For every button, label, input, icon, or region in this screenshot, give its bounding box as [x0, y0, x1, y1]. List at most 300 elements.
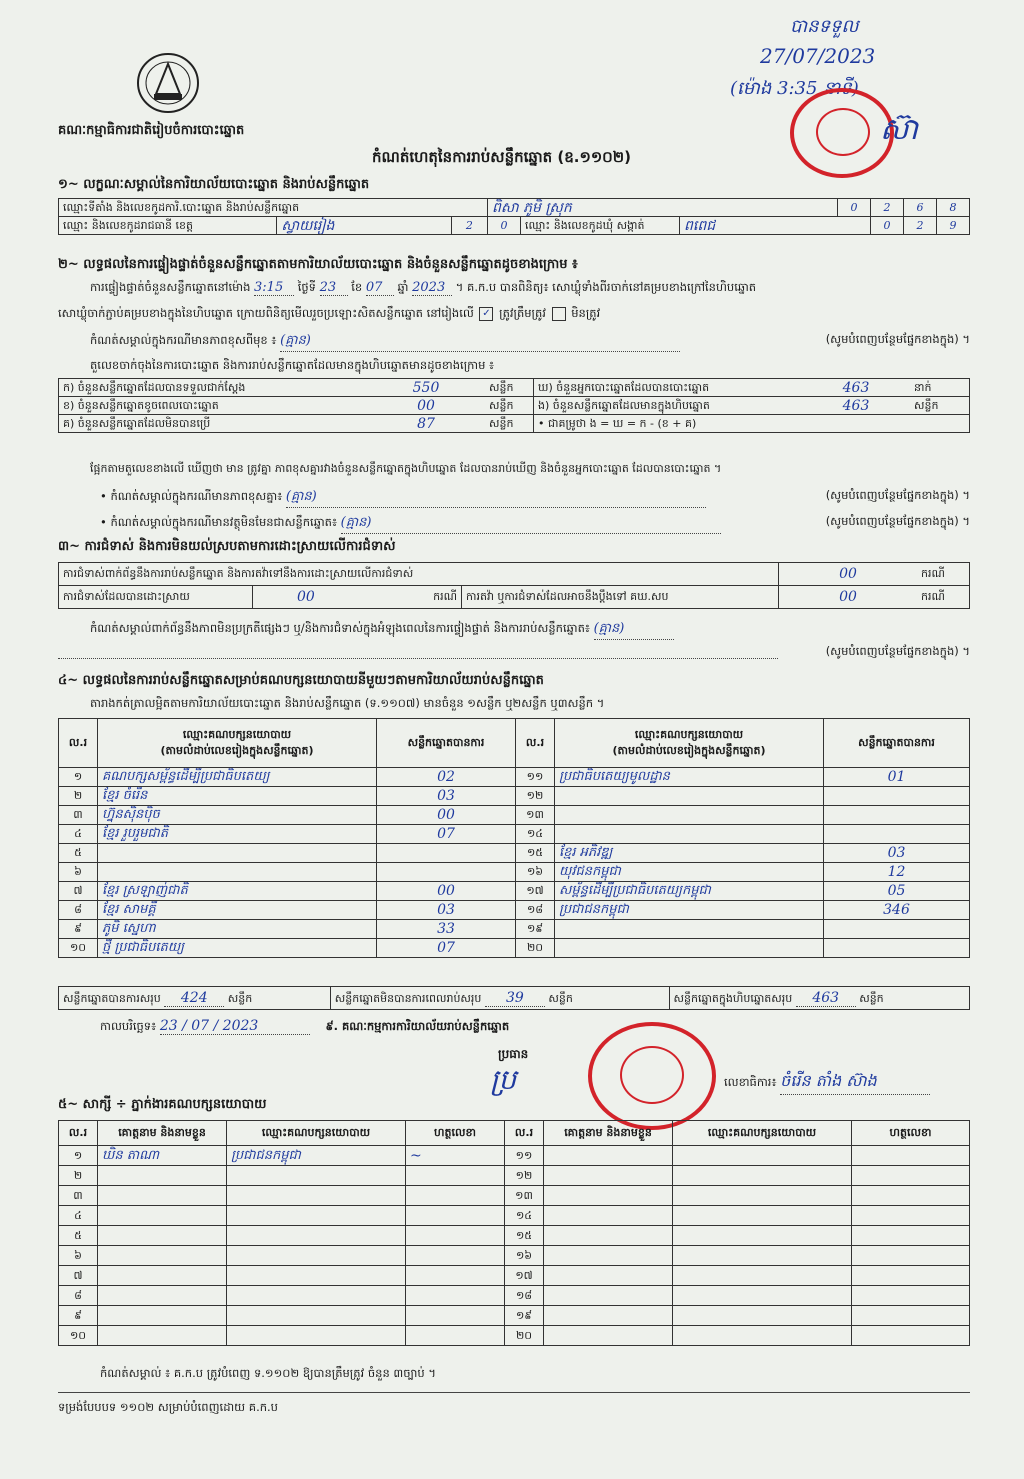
results-col-party-right-sub: (តាមលំដាប់លេខរៀងក្នុងសន្លឹកឆ្នោត) — [612, 744, 766, 757]
witness-no-left: ២ — [59, 1166, 98, 1186]
witness-sign-left — [406, 1286, 505, 1306]
results-col-party-left — [98, 719, 377, 768]
resolved-label: ការជំទាស់ដែលបានដោះស្រាយ — [59, 586, 253, 609]
witness-col-sign-left: ហត្ថលេខា — [406, 1121, 505, 1146]
section4-title: ៤~ លទ្ធផលនៃការរាប់សន្លឹកឆ្នោតសម្រាប់គណបក្សនយោបាយនីមួយៗតាមការិយាល័យរាប់សន្លឹកឆ្នោត — [58, 673, 544, 688]
verification-day: 23 — [320, 280, 348, 296]
total-box-value: 463 — [796, 990, 856, 1007]
count-d-label: ឃ) ចំនួនអ្នកបោះឆ្នោតដែលបានបោះឆ្នោត — [534, 379, 803, 397]
witness-name-left: ឃិន តាណា — [98, 1146, 227, 1166]
witness-party-right — [673, 1246, 852, 1266]
witness-row — [59, 1166, 970, 1186]
witness-name-left — [98, 1186, 227, 1206]
results-date-label: កាលបរិច្ឆេទ៖ — [100, 1019, 157, 1033]
witness-sign-right — [852, 1326, 970, 1346]
verification-month: 07 — [366, 280, 394, 296]
province-code-0: 2 — [451, 217, 487, 235]
witness-no-right: ១៧ — [505, 1266, 544, 1286]
witness-no-left: ៨ — [59, 1286, 98, 1306]
witness-no-left: ៥ — [59, 1226, 98, 1246]
results-no-right: ១៤ — [516, 825, 555, 844]
results-col-party-left-title: ឈ្មោះគណបក្សនយោបាយ — [182, 728, 292, 741]
results-votes-right: 05 — [824, 882, 970, 901]
results-votes-right: 03 — [824, 844, 970, 863]
secretary-label: លេខាធិការ៖ — [724, 1075, 777, 1089]
witness-party-right — [673, 1286, 852, 1306]
witness-name-left — [98, 1286, 227, 1306]
witness-party-left — [227, 1166, 406, 1186]
verification-text-b: ថ្ងៃទី — [297, 280, 316, 294]
commune-value: ពពេជ — [680, 217, 871, 235]
commune-label: ឈ្មោះ និងលេខកូដឃុំ សង្កាត់ — [521, 217, 680, 235]
seal-not-ok-label: មិនត្រូវ — [571, 306, 601, 320]
witness-no-right: ១៦ — [505, 1246, 544, 1266]
witness-name-right — [544, 1266, 673, 1286]
witness-no-right: ១៥ — [505, 1226, 544, 1246]
results-col-votes-right: សន្លឹកឆ្នោតបានការ — [824, 719, 970, 768]
results-col-party-right-title: ឈ្មោះគណបក្សនយោបាយ — [634, 728, 744, 741]
witness-row — [59, 1246, 970, 1266]
resolved-value — [253, 586, 462, 609]
verification-year: 2023 — [412, 280, 452, 296]
results-party-left: ខ្មែរ រួបរួមជាតិ — [98, 825, 377, 844]
witness-col-party-left: ឈ្មោះគណបក្សនយោបាយ — [227, 1121, 406, 1146]
count-c-label: គ) ចំនួនសន្លឹកឆ្នោតដែលមិនបានប្រើ — [59, 415, 368, 433]
count-e-unit: សន្លឹក — [910, 397, 970, 415]
section3-title: ៣~ ការជំទាស់ និងការមិនយល់ស្របតាមការដោះស្រាយលើការជំទាស់ — [58, 539, 396, 554]
commune-code-1: 2 — [904, 217, 937, 235]
witness-party-left — [227, 1306, 406, 1326]
witness-col-party-right: ឈ្មោះគណបក្សនយោបាយ — [673, 1121, 852, 1146]
results-votes-left — [377, 863, 516, 882]
location-label: ឈ្មោះទីតាំង និងលេខកូដការិ.បោះឆ្នោត និងរាប់សន្លឹកឆ្នោត — [59, 199, 488, 217]
results-party-right: សម្ព័ន្ធដើម្បីប្រជាធិបតេយ្យកម្ពុជា — [555, 882, 824, 901]
complaints-label: ការជំទាស់ពាក់ព័ន្ធនឹងការរាប់សន្លឹកឆ្នោត និងការតវ៉ាទៅនឹងការដោះស្រាយលើការជំទាស់ — [59, 563, 779, 586]
witness-party-right — [673, 1186, 852, 1206]
committee-name: គណៈកម្មាធិការជាតិរៀបចំការបោះឆ្នោត — [58, 123, 245, 138]
results-no-left: ៩ — [59, 920, 98, 939]
location-code-0: 0 — [838, 199, 871, 217]
results-no-left: ៧ — [59, 882, 98, 901]
results-party-left: ថ្មី ប្រជាធិបតេយ្យ — [98, 939, 377, 958]
witness-no-right: ១៩ — [505, 1306, 544, 1326]
results-row — [59, 787, 970, 806]
witness-name-right — [544, 1306, 673, 1326]
commune-code-0: 0 — [871, 217, 904, 235]
witness-sign-right — [852, 1266, 970, 1286]
section1-table — [58, 198, 970, 235]
results-date-value: 23 / 07 / 2023 — [160, 1018, 310, 1035]
official-stamp-bottom — [588, 1022, 716, 1130]
results-row — [59, 939, 970, 958]
appeal-label: ការតវ៉ា ឬការជំទាស់ដែលអាចនឹងប្តឹងទៅ គឃ.សប — [462, 586, 779, 609]
footer-divider — [58, 1392, 970, 1393]
results-party-right — [555, 825, 824, 844]
witness-name-left — [98, 1226, 227, 1246]
witness-no-left: ៩ — [59, 1306, 98, 1326]
location-code-2: 6 — [904, 199, 937, 217]
witness-name-left — [98, 1266, 227, 1286]
results-party-left: ភូមិ ស្នេហា — [98, 920, 377, 939]
results-party-left: ខ្មែរ ចំរើន — [98, 787, 377, 806]
count-intro: តួលេខចាក់ចុងនៃការបោះឆ្នោត និងការរាប់សន្លឹកឆ្នោតដែលមានក្នុងហិបឆ្នោតមានដូចខាងក្រោម ៖ — [90, 358, 495, 372]
consistency-check: ផ្អែកតាមតួលេខខាងលើ ឃើញថា មាន ត្រូវគ្នា ភាពខុសគ្នារវាងចំនួនសន្លឹកឆ្នោតក្នុងហិបឆ្នោត ដែលបានរាប់ឃើញ និងចំនួនអ្នកបោះឆ្នោត ដែលបានបោះឆ្នោត ។ — [90, 462, 722, 475]
witness-row — [59, 1266, 970, 1286]
results-col-no-right: ល.រ — [516, 719, 555, 768]
witness-sign-right — [852, 1306, 970, 1326]
note1-suffix: (សូមបំពេញបន្ថែមផ្នែកខាងក្នុង) ។ — [825, 332, 970, 346]
witness-row — [59, 1186, 970, 1206]
witness-col-sign-right: ហត្ថលេខា — [852, 1121, 970, 1146]
results-no-left: ៦ — [59, 863, 98, 882]
witness-party-right — [673, 1146, 852, 1166]
witness-no-right: ១២ — [505, 1166, 544, 1186]
nec-logo — [134, 50, 202, 116]
witness-sign-left — [406, 1226, 505, 1246]
results-votes-left: 00 — [377, 806, 516, 825]
results-votes-left: 33 — [377, 920, 516, 939]
results-col-party-right — [555, 719, 824, 768]
document-title: កំណត់ហេតុនៃការរាប់សន្លឹកឆ្នោត (ឧ.១១០២) — [372, 148, 632, 166]
witness-party-right — [673, 1326, 852, 1346]
count-b-label: ខ) ចំនួនសន្លឹកឆ្នោតខូចពេលបោះឆ្នោត — [59, 397, 368, 415]
location-value: ពិសា ភូមិ ស្រុក — [488, 199, 838, 217]
witness-row — [59, 1286, 970, 1306]
total-invalid-value: 39 — [485, 990, 545, 1007]
witness-no-left: ៣ — [59, 1186, 98, 1206]
verification-line-2 — [58, 306, 600, 323]
results-votes-left: 00 — [377, 882, 516, 901]
results-party-left: គណបក្សសម្ព័ន្ធដើម្បីប្រជាធិបតេយ្យ — [98, 768, 377, 787]
results-row — [59, 806, 970, 825]
results-date-line — [100, 1018, 509, 1036]
witness-no-right: ២០ — [505, 1326, 544, 1346]
section2-title: ២~ លទ្ធផលនៃការផ្ទៀងផ្ទាត់ចំនួនសន្លឹកឆ្នោតតាមការិយាល័យបោះឆ្នោត និងចំនួនសន្លឹកឆ្នោតដូចខាងក្រោម ៖ — [58, 257, 578, 272]
total-valid-label: សន្លឹកឆ្នោតបានការសរុប — [63, 991, 161, 1005]
province-code-1: 0 — [488, 217, 521, 235]
witness-party-right — [673, 1226, 852, 1246]
bullet2-label: • កំណត់សម្គាល់ក្នុងករណីមានវត្ថុមិនមែនជាសន្លឹកឆ្នោត៖ — [100, 515, 338, 529]
irregularity-note — [90, 620, 674, 640]
witness-name-left — [98, 1166, 227, 1186]
witness-party-left — [227, 1266, 406, 1286]
witness-sign-left — [406, 1166, 505, 1186]
results-votes-left — [377, 844, 516, 863]
results-votes-right — [824, 939, 970, 958]
results-no-right: ១១ — [516, 768, 555, 787]
appeal-unit: ករណី — [917, 586, 970, 609]
witness-sign-right — [852, 1286, 970, 1306]
irregularity-value: (គ្មាន) — [594, 620, 674, 640]
note1-line — [90, 332, 970, 352]
results-row — [59, 863, 970, 882]
results-row — [59, 825, 970, 844]
witness-sign-right — [852, 1166, 970, 1186]
bullet2-line — [100, 514, 970, 534]
results-party-left: ហ្វ៊ុនស៊ិនប៉ិច — [98, 806, 377, 825]
commune-code-2: 9 — [937, 217, 970, 235]
count-a-unit: សន្លឹក — [485, 379, 534, 397]
results-no-left: ១ — [59, 768, 98, 787]
ballot-count-table — [58, 378, 970, 433]
irregularity-label: កំណត់សម្គាល់ពាក់ព័ន្ធនឹងភាពមិនប្រក្រតីផ្សេងៗ ឬ/និងការជំទាស់ក្នុងអំឡុងពេលនៃការផ្ទៀងផ្ទាត់ និងការរាប់សន្លឹកឆ្នោត៖ — [90, 621, 590, 635]
witness-party-right — [673, 1266, 852, 1286]
results-party-left: ខ្មែរ ស្រឡាញ់ជាតិ — [98, 882, 377, 901]
witness-row — [59, 1306, 970, 1326]
witness-party-right — [673, 1166, 852, 1186]
witness-sign-right — [852, 1186, 970, 1206]
verification-text-a: ការផ្ទៀងផ្ទាត់ចំនួនសន្លឹកឆ្នោតនៅម៉ោង — [90, 280, 251, 294]
total-valid-unit: សន្លឹក — [227, 991, 253, 1005]
results-col-votes-left: សន្លឹកឆ្នោតបានការ — [377, 719, 516, 768]
results-row — [59, 920, 970, 939]
complaints-unit: ករណី — [917, 563, 970, 586]
results-party-right: ខ្មែរ អភិវឌ្ឍ — [555, 844, 824, 863]
verification-text-e: ។ គ.ក.ប បានពិនិត្យ៖ សោឃ្លុំទាំងពីរចាក់នៅគម្របខាងក្រៅនៃហិបឆ្នោត — [455, 280, 757, 294]
count-b-value: 00 — [367, 397, 485, 415]
note1-value: (គ្មាន) — [280, 332, 680, 352]
witness-name-right — [544, 1226, 673, 1246]
witness-no-left: ១ — [59, 1146, 98, 1166]
results-no-right: ១២ — [516, 787, 555, 806]
results-no-right: ១៦ — [516, 863, 555, 882]
witness-col-no-left: ល.រ — [59, 1121, 98, 1146]
bullet1-line — [100, 488, 970, 508]
results-intro — [90, 696, 604, 713]
witness-name-left — [98, 1206, 227, 1226]
results-no-right: ២០ — [516, 939, 555, 958]
received-label: បានទទួល — [790, 16, 859, 37]
footer-text: ទម្រង់បែបបទ ១១០២ សម្រាប់បំពេញដោយ គ.ក.ប — [58, 1400, 278, 1414]
total-box-unit: សន្លឹក — [859, 991, 884, 1005]
irregularity-note-2 — [58, 644, 970, 659]
official-stamp-top — [790, 88, 894, 178]
results-party-right — [555, 920, 824, 939]
complaints-value: 00 — [779, 563, 918, 586]
count-d-value: 463 — [802, 379, 910, 397]
results-party-right: ប្រជាធិបតេយ្យមូលដ្ឋាន — [555, 768, 824, 787]
location-code-1: 2 — [871, 199, 904, 217]
witness-no-left: ៦ — [59, 1246, 98, 1266]
results-votes-left: 03 — [377, 901, 516, 920]
witness-party-right — [673, 1306, 852, 1326]
results-party-left: ខ្មែរ សាមគ្គី — [98, 901, 377, 920]
witness-table — [58, 1120, 970, 1346]
witness-party-left — [227, 1326, 406, 1346]
results-no-right: ១៨ — [516, 901, 555, 920]
witness-row — [59, 1326, 970, 1346]
witness-name-right — [544, 1326, 673, 1346]
witness-col-name-right: គោត្តនាម និងនាមខ្លួន — [544, 1121, 673, 1146]
total-invalid-cell — [330, 987, 669, 1010]
witness-note: កំណត់សម្គាល់ ៖ គ.ក.ប ត្រូវបំពេញ ទ.១១០២ ឱ្យបានត្រឹមត្រូវ ចំនួន ៣ច្បាប់ ។ — [100, 1366, 436, 1380]
witness-name-right — [544, 1186, 673, 1206]
province-label: ឈ្មោះ និងលេខកូដរាជធានី ខេត្ត — [59, 217, 277, 235]
results-no-left: ៤ — [59, 825, 98, 844]
results-no-left: ២ — [59, 787, 98, 806]
witness-name-right — [544, 1286, 673, 1306]
results-no-right: ១៣ — [516, 806, 555, 825]
witness-no-left: ៤ — [59, 1206, 98, 1226]
witness-sign-left — [406, 1186, 505, 1206]
total-valid-cell — [59, 987, 331, 1010]
secretary-signature: ចំរើន តាំង ស៊ាង — [780, 1070, 930, 1095]
verification-line-2-text: សោឃ្លុំចាក់ភ្ជាប់គម្របខាងក្នុងនៃហិបឆ្នោត ក្រោយពិនិត្យមើលរួចប្រឡោះសិតសន្លឹកឆ្នោត នៅរៀងលើ — [58, 306, 474, 320]
results-row — [59, 844, 970, 863]
bullet2-suffix: (សូមបំពេញបន្ថែមផ្នែកខាងក្នុង) ។ — [825, 514, 970, 528]
total-invalid-unit: សន្លឹក — [548, 991, 573, 1005]
witness-party-left — [227, 1206, 406, 1226]
witness-sign-left — [406, 1206, 505, 1226]
seal-ok-label: ត្រូវត្រឹមត្រូវ — [499, 306, 546, 320]
results-row — [59, 882, 970, 901]
results-party-right — [555, 939, 824, 958]
witness-party-right — [673, 1206, 852, 1226]
verification-text-d: ឆ្នាំ — [397, 280, 409, 294]
total-box-label: សន្លឹកឆ្នោតក្នុងហិបឆ្នោតសរុប — [673, 991, 793, 1005]
witness-sign-right — [852, 1206, 970, 1226]
bullet1-label: • កំណត់សម្គាល់ក្នុងករណីមានភាពខុសគ្នា៖ — [100, 489, 283, 503]
witness-name-left — [98, 1326, 227, 1346]
results-col-no-left: ល.រ — [59, 719, 98, 768]
results-votes-right — [824, 920, 970, 939]
results-no-right: ១៥ — [516, 844, 555, 863]
results-intro-text: តារាងកត់ត្រាលម្អិតតាមការិយាល័យបោះឆ្នោត និងរាប់សន្លឹកឆ្នោត (ទ.១១០៧) មានចំនួន ១សន្លឹក ឬ២សន្លឹក ឬ៣សន្លឹក ។ — [90, 696, 605, 710]
resolved-unit: ករណី — [433, 590, 457, 603]
witness-sign-left: ~ — [406, 1146, 505, 1166]
results-votes-right: 01 — [824, 768, 970, 787]
results-party-right — [555, 806, 824, 825]
results-votes-left: 03 — [377, 787, 516, 806]
irregularity-continuation — [58, 644, 778, 659]
count-a-value: 550 — [367, 379, 485, 397]
count-a-label: ក) ចំនួនសន្លឹកឆ្នោតដែលបានទទួលជាក់ស្តែង — [59, 379, 368, 397]
results-no-right: ១៩ — [516, 920, 555, 939]
count-d-unit: នាក់ — [910, 379, 970, 397]
bullet1-suffix: (សូមបំពេញបន្ថែមផ្នែកខាងក្នុង) ។ — [825, 488, 970, 502]
results-table — [58, 718, 970, 958]
results-no-left: ១០ — [59, 939, 98, 958]
irregularity-suffix: (សូមបំពេញបន្ថែមផ្នែកខាងក្នុង) ។ — [825, 644, 970, 658]
witness-col-name-left: គោត្តនាម និងនាមខ្លួន — [98, 1121, 227, 1146]
results-no-right: ១៧ — [516, 882, 555, 901]
chair-label: ប្រធាន — [498, 1047, 529, 1061]
witness-name-right — [544, 1166, 673, 1186]
secretary-line — [724, 1070, 930, 1095]
results-row — [59, 901, 970, 920]
results-no-left: ៨ — [59, 901, 98, 920]
results-party-right — [555, 787, 824, 806]
witness-sign-left — [406, 1306, 505, 1326]
count-e-label: ង) ចំនួនសន្លឹកឆ្នោតដែលមានក្នុងហិបឆ្នោត — [534, 397, 803, 415]
witness-no-right: ១១ — [505, 1146, 544, 1166]
section1-title: ១~ លក្ខណៈសម្គាល់នៃការិយាល័យបោះឆ្នោត និងរាប់សន្លឹកឆ្នោត — [58, 177, 370, 192]
results-col-party-left-sub: (តាមលំដាប់លេខរៀងក្នុងសន្លឹកឆ្នោត) — [160, 744, 314, 757]
witness-name-left — [98, 1306, 227, 1326]
witness-sign-right — [852, 1226, 970, 1246]
received-time: (ម៉ោង 3:35 នាទី) — [730, 78, 859, 99]
witness-no-left: ១០ — [59, 1326, 98, 1346]
verification-line-1 — [90, 280, 756, 297]
results-votes-left: 07 — [377, 939, 516, 958]
witness-row — [59, 1146, 970, 1166]
results-votes-right — [824, 825, 970, 844]
results-party-right: យុវជនកម្ពុជា — [555, 863, 824, 882]
results-votes-right: 12 — [824, 863, 970, 882]
witness-party-left: ប្រជាជនកម្ពុជា — [227, 1146, 406, 1166]
results-no-left: ៥ — [59, 844, 98, 863]
results-row — [59, 768, 970, 787]
results-committee-label: ៩. គណៈកម្មការការិយាល័យរាប់សន្លឹកឆ្នោត — [325, 1019, 510, 1033]
results-votes-right: 346 — [824, 901, 970, 920]
total-valid-value: 424 — [164, 990, 224, 1007]
total-invalid-label: សន្លឹកឆ្នោតមិនបានការពេលរាប់សរុប — [334, 991, 482, 1005]
witness-name-left — [98, 1246, 227, 1266]
witness-party-left — [227, 1226, 406, 1246]
count-e-value: 463 — [802, 397, 910, 415]
received-date: 27/07/2023 — [760, 44, 876, 68]
total-box-cell — [669, 987, 969, 1010]
seal-not-ok-checkbox[interactable] — [552, 307, 566, 321]
bullet1-value: (គ្មាន) — [286, 488, 706, 508]
witness-name-right — [544, 1146, 673, 1166]
results-votes-right — [824, 806, 970, 825]
count-c-unit: សន្លឹក — [485, 415, 534, 433]
witness-no-right: ១៣ — [505, 1186, 544, 1206]
witness-col-no-right: ល.រ — [505, 1121, 544, 1146]
results-party-left — [98, 863, 377, 882]
complaints-table — [58, 562, 970, 609]
witness-sign-right — [852, 1146, 970, 1166]
bullet2-value: (គ្មាន) — [341, 514, 721, 534]
witness-name-right — [544, 1206, 673, 1226]
witness-party-left — [227, 1246, 406, 1266]
witness-row — [59, 1206, 970, 1226]
appeal-value: 00 — [779, 586, 918, 609]
witness-party-left — [227, 1186, 406, 1206]
witness-party-left — [227, 1286, 406, 1306]
results-party-left — [98, 844, 377, 863]
location-code-3: 8 — [937, 199, 970, 217]
province-value: ស្វាយរៀង — [277, 217, 451, 235]
witness-no-right: ១៤ — [505, 1206, 544, 1226]
results-totals — [58, 986, 970, 1010]
count-b-unit: សន្លឹក — [485, 397, 534, 415]
received-signature: ស៊ា — [880, 112, 919, 147]
witness-no-right: ១៨ — [505, 1286, 544, 1306]
seal-ok-checkbox[interactable]: ✓ — [479, 307, 493, 321]
note1-label: កំណត់សម្គាល់ក្នុងករណីមានភាពខុសពីមុខ ៖ — [90, 333, 277, 347]
results-no-left: ៣ — [59, 806, 98, 825]
section5-title: ៥~ សាក្សី ÷ ភ្នាក់ងារគណបក្សនយោបាយ — [58, 1097, 267, 1112]
witness-sign-left — [406, 1246, 505, 1266]
results-votes-right — [824, 787, 970, 806]
count-c-value: 87 — [367, 415, 485, 433]
witness-sign-left — [406, 1326, 505, 1346]
resolved-count: 00 — [297, 589, 315, 605]
verification-text-c: ខែ — [351, 280, 363, 294]
verification-time: 3:15 — [254, 280, 294, 296]
witness-no-left: ៧ — [59, 1266, 98, 1286]
chair-signature: ប្រ — [490, 1063, 517, 1096]
witness-sign-right — [852, 1246, 970, 1266]
results-votes-left: 07 — [377, 825, 516, 844]
count-formula: • ជាគម្រូថា ង = ឃ = ក - (ខ + គ) — [534, 415, 970, 433]
results-party-right: ប្រជាជនកម្ពុជា — [555, 901, 824, 920]
results-votes-left: 02 — [377, 768, 516, 787]
witness-name-right — [544, 1246, 673, 1266]
witness-sign-left — [406, 1266, 505, 1286]
